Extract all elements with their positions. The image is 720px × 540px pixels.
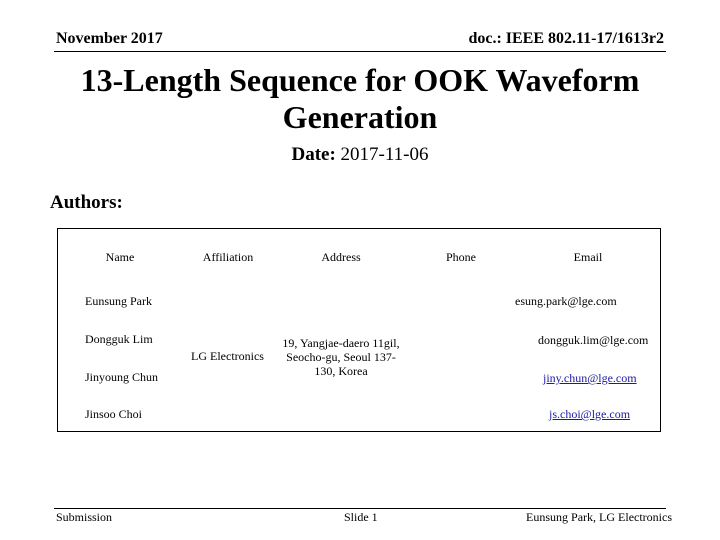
email-cell: dongguk.lim@lge.com: [538, 333, 649, 347]
footer-author: Eunsung Park, LG Electronics: [526, 510, 672, 524]
author-name: Jinsoo Choi: [85, 407, 143, 421]
footer-slide-number: Slide 1: [344, 510, 378, 524]
authors-label: Authors:: [50, 192, 123, 213]
header-phone: Phone: [446, 250, 476, 264]
author-name: Jinyoung Chun: [85, 370, 159, 384]
affiliation-cell: LG Electronics: [191, 349, 264, 363]
header-name: Name: [105, 250, 135, 264]
email-link[interactable]: jiny.chun@lge.com: [543, 371, 637, 385]
author-name: Eunsung Park: [85, 294, 152, 308]
date-value: 2017-11-06: [340, 144, 429, 165]
header-rule: [54, 51, 666, 52]
header-email: Email: [573, 250, 603, 264]
authors-table: [57, 228, 661, 432]
header-doc-id: doc.: IEEE 802.11-17/1613r2: [468, 30, 664, 47]
date-line: [0, 144, 720, 166]
header-address: Address: [321, 250, 361, 264]
email-link[interactable]: js.choi@lge.com: [549, 407, 631, 421]
footer-rule: [54, 508, 666, 509]
title-line-2: Generation: [282, 99, 438, 135]
footer-submission: Submission: [56, 510, 113, 524]
author-name: Dongguk Lim: [85, 332, 153, 346]
slide-title: [40, 62, 680, 136]
title-line-1: 13-Length Sequence for OOK Waveform: [80, 62, 640, 98]
address-cell: 19, Yangjae-daero 11gil, Seocho-gu, Seoul 137-130, Korea: [282, 336, 400, 378]
header-date: November 2017: [56, 30, 163, 47]
header-affiliation: Affiliation: [202, 250, 254, 264]
date-label: Date:: [291, 144, 336, 165]
email-cell: esung.park@lge.com: [515, 294, 617, 308]
